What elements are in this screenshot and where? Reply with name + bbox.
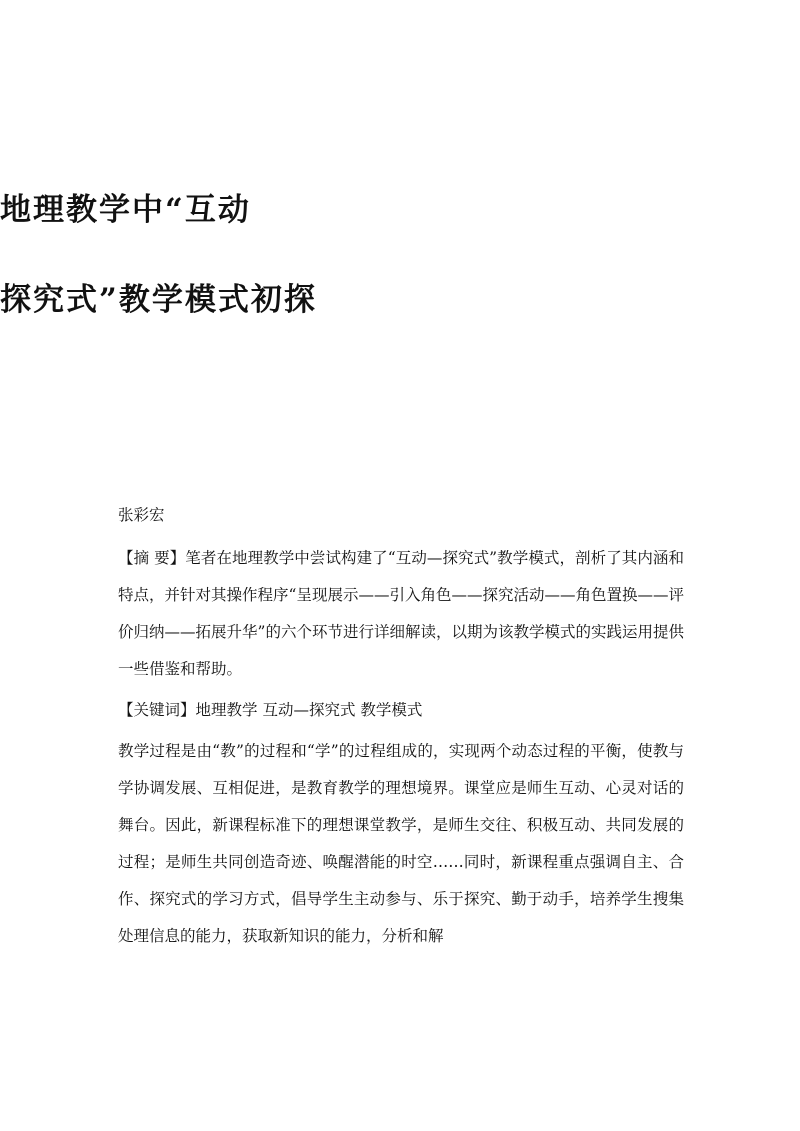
keywords-text: 地理教学 互动—探究式 教学模式 <box>195 701 423 719</box>
title-line-1: 地理教学中“互动 <box>0 192 251 228</box>
abstract-text: 笔者在地理教学中尝试构建了“互动—探究式”教学模式，剖析了其内涵和特点，并针对其操作程序“呈现展示——引入角色——探究活动——角色置换——评价归纳——拓展升华”的六个环节进行详细解读，以期为该教学模式的实践运用提供一些借鉴和帮助。 <box>118 549 684 678</box>
abstract <box>118 540 684 688</box>
keywords-label: 【关键词】 <box>118 701 196 719</box>
document-content <box>118 497 684 955</box>
title-line-2: 探究式”教学模式初探 <box>0 282 317 318</box>
keywords <box>118 692 684 729</box>
body-paragraph: 教学过程是由“教”的过程和“学”的过程组成的，实现两个动态过程的平衡，使教与学协调发展、互相促进，是教育教学的理想境界。课堂应是师生互动、心灵对话的舞台。因此，新课程标准下的理想课堂教学，是师生交往、积极互动、共同发展的过程；是师生共同创造奇迹、唤醒潜能的时空……同时，新课程重点强调自主、合作、探究式的学习方式，倡导学生主动参与、乐于探究、勤于动手，培养学生搜集处理信息的能力，获取新知识的能力，分析和解 <box>118 742 684 945</box>
abstract-label: 【摘 要】 <box>118 549 186 567</box>
author: 张彩宏 <box>118 506 165 524</box>
